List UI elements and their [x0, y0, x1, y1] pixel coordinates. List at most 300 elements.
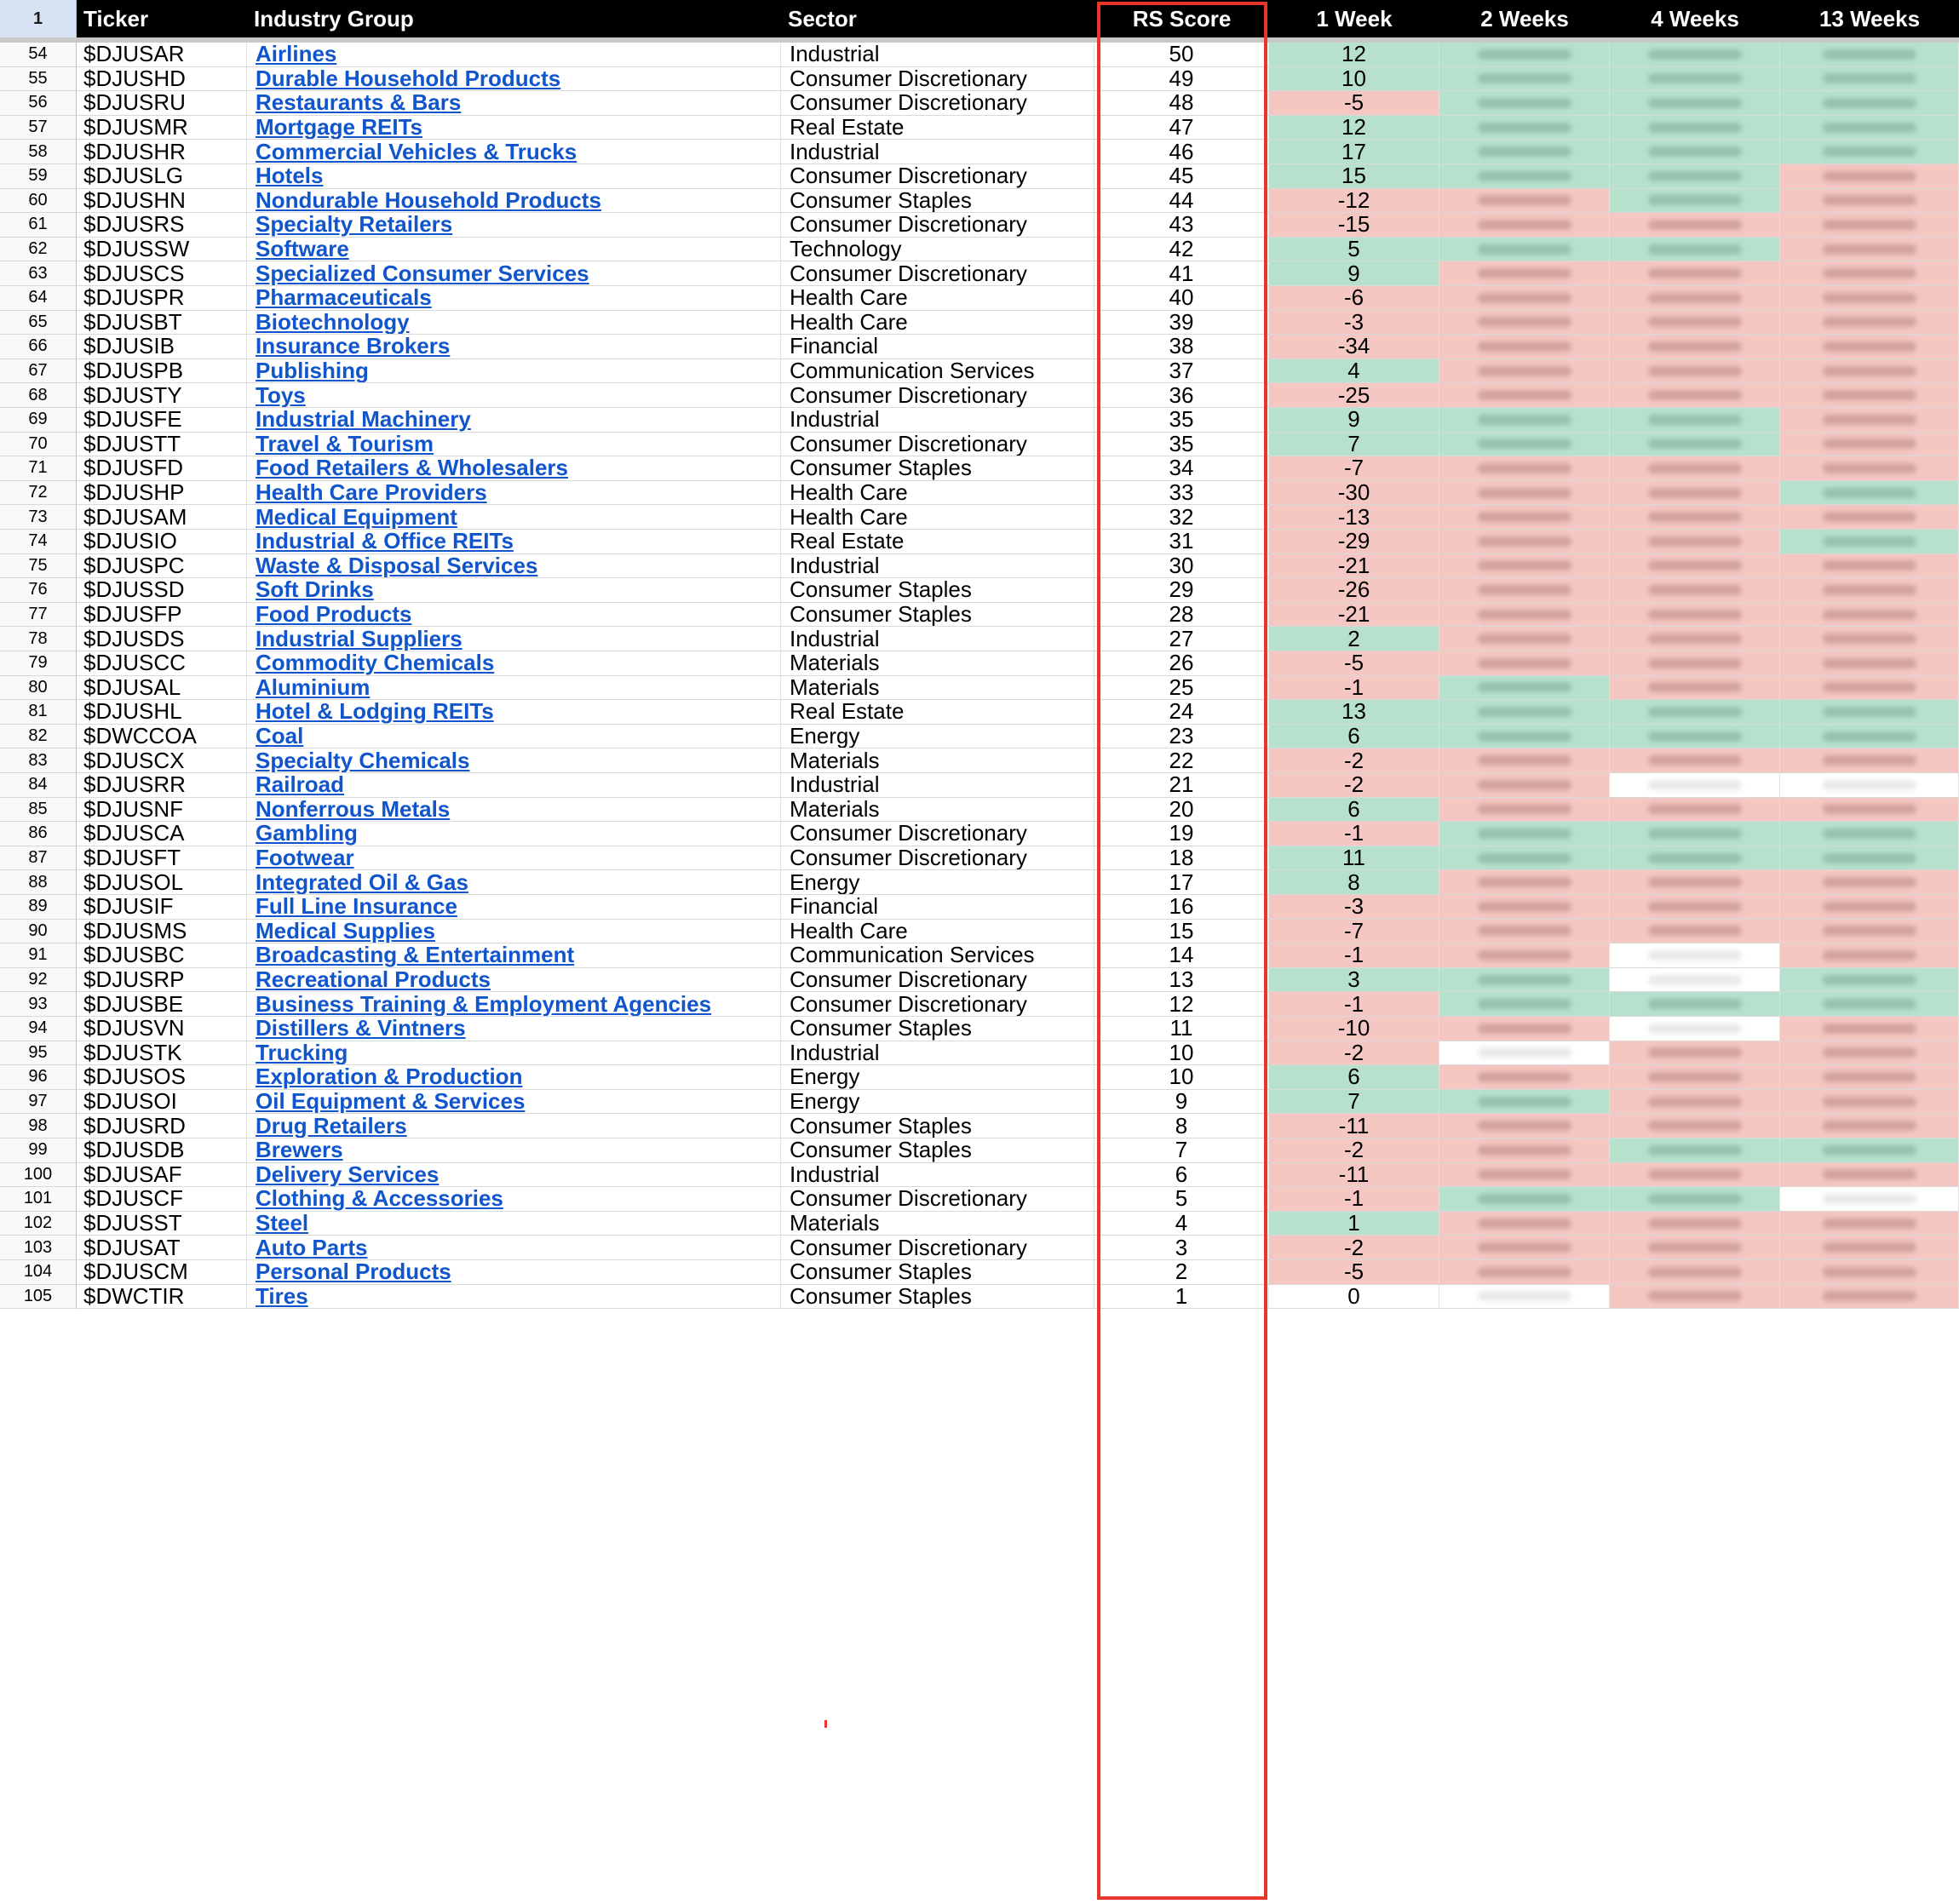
row-number[interactable]: 56: [0, 91, 77, 116]
sector-cell[interactable]: Energy: [781, 1065, 1094, 1090]
industry-group-link[interactable]: Integrated Oil & Gas: [256, 870, 468, 895]
sector-cell[interactable]: Industrial: [781, 1041, 1094, 1066]
week2-blurred-cell[interactable]: [1439, 870, 1610, 895]
week1-change-cell[interactable]: -3: [1269, 895, 1439, 920]
sector-cell[interactable]: Industrial: [781, 554, 1094, 579]
week1-change-cell[interactable]: 7: [1269, 1090, 1439, 1115]
week2-blurred-cell[interactable]: [1439, 311, 1610, 335]
row-number[interactable]: 102: [0, 1212, 77, 1236]
rs-score-cell[interactable]: 26: [1094, 651, 1269, 676]
rs-score-cell[interactable]: 8: [1094, 1114, 1269, 1138]
industry-group-link[interactable]: Commodity Chemicals: [256, 651, 495, 676]
week1-change-cell[interactable]: -5: [1269, 1260, 1439, 1285]
week1-change-cell[interactable]: 12: [1269, 116, 1439, 141]
row-number[interactable]: 74: [0, 530, 77, 554]
row-number[interactable]: 59: [0, 164, 77, 189]
ticker-cell[interactable]: $DJUSDS: [77, 627, 247, 651]
week1-change-cell[interactable]: 8: [1269, 870, 1439, 895]
week1-change-cell[interactable]: 6: [1269, 798, 1439, 823]
sector-cell[interactable]: Energy: [781, 725, 1094, 749]
industry-group-link[interactable]: Trucking: [256, 1041, 348, 1065]
ticker-cell[interactable]: $DJUSCS: [77, 261, 247, 286]
week2-blurred-cell[interactable]: [1439, 651, 1610, 676]
ticker-cell[interactable]: $DJUSOI: [77, 1090, 247, 1115]
row-number[interactable]: 68: [0, 383, 77, 408]
week2-blurred-cell[interactable]: [1439, 67, 1610, 92]
rs-score-cell[interactable]: 3: [1094, 1236, 1269, 1260]
rs-score-cell[interactable]: 36: [1094, 383, 1269, 408]
ticker-cell[interactable]: $DJUSAF: [77, 1163, 247, 1188]
week2-blurred-cell[interactable]: [1439, 383, 1610, 408]
week1-change-cell[interactable]: -1: [1269, 676, 1439, 701]
week4-blurred-cell[interactable]: [1610, 1260, 1780, 1285]
ticker-cell[interactable]: $DJUSFE: [77, 408, 247, 433]
week13-blurred-cell[interactable]: [1780, 725, 1959, 749]
week1-change-cell[interactable]: -11: [1269, 1114, 1439, 1138]
industry-group-link[interactable]: Tires: [256, 1284, 308, 1309]
industry-group-link[interactable]: Industrial Machinery: [256, 408, 471, 433]
week2-blurred-cell[interactable]: [1439, 992, 1610, 1017]
sector-cell[interactable]: Consumer Discretionary: [781, 1187, 1094, 1212]
industry-group-cell[interactable]: [247, 433, 781, 457]
ticker-cell[interactable]: $DJUSBT: [77, 311, 247, 335]
week2-blurred-cell[interactable]: [1439, 213, 1610, 238]
ticker-cell[interactable]: $DJUSSW: [77, 238, 247, 262]
industry-group-cell[interactable]: [247, 213, 781, 238]
industry-group-link[interactable]: Travel & Tourism: [256, 432, 434, 456]
week2-blurred-cell[interactable]: [1439, 725, 1610, 749]
week4-blurred-cell[interactable]: [1610, 676, 1780, 701]
industry-group-link[interactable]: Distillers & Vintners: [256, 1017, 466, 1041]
week13-blurred-cell[interactable]: [1780, 1163, 1959, 1188]
week1-change-cell[interactable]: -6: [1269, 286, 1439, 311]
week1-change-cell[interactable]: 4: [1269, 359, 1439, 384]
week4-blurred-cell[interactable]: [1610, 311, 1780, 335]
industry-group-link[interactable]: Health Care Providers: [256, 480, 487, 506]
industry-group-link[interactable]: Publishing: [256, 358, 369, 384]
week2-blurred-cell[interactable]: [1439, 433, 1610, 457]
week1-change-cell[interactable]: 3: [1269, 968, 1439, 993]
rs-score-cell[interactable]: 31: [1094, 530, 1269, 554]
rs-score-cell[interactable]: 5: [1094, 1187, 1269, 1212]
week4-blurred-cell[interactable]: [1610, 286, 1780, 311]
week4-blurred-cell[interactable]: [1610, 164, 1780, 189]
week4-blurred-cell[interactable]: [1610, 773, 1780, 798]
row-number[interactable]: 66: [0, 335, 77, 359]
ticker-cell[interactable]: $DJUSFD: [77, 456, 247, 481]
ticker-cell[interactable]: $DJUSNF: [77, 798, 247, 823]
week13-blurred-cell[interactable]: [1780, 335, 1959, 359]
ticker-cell[interactable]: $DWCCOA: [77, 725, 247, 749]
rs-score-cell[interactable]: 34: [1094, 456, 1269, 481]
week13-blurred-cell[interactable]: [1780, 456, 1959, 481]
week1-change-cell[interactable]: -11: [1269, 1163, 1439, 1188]
week4-blurred-cell[interactable]: [1610, 335, 1780, 359]
rs-score-cell[interactable]: 10: [1094, 1065, 1269, 1090]
row-number[interactable]: 85: [0, 798, 77, 823]
week2-blurred-cell[interactable]: [1439, 481, 1610, 506]
rs-score-cell[interactable]: 32: [1094, 505, 1269, 530]
industry-group-cell[interactable]: [247, 456, 781, 481]
ticker-cell[interactable]: $DJUSIB: [77, 335, 247, 359]
industry-group-cell[interactable]: [247, 408, 781, 433]
week1-change-cell[interactable]: -5: [1269, 91, 1439, 116]
row-number[interactable]: 83: [0, 748, 77, 773]
row-number[interactable]: 63: [0, 261, 77, 286]
industry-group-link[interactable]: Business Training & Employment Agencies: [256, 992, 712, 1017]
row-number[interactable]: 88: [0, 870, 77, 895]
week1-change-cell[interactable]: -13: [1269, 505, 1439, 530]
week4-blurred-cell[interactable]: [1610, 798, 1780, 823]
ticker-cell[interactable]: $DJUSRD: [77, 1114, 247, 1138]
row-number[interactable]: 55: [0, 67, 77, 92]
industry-group-cell[interactable]: [247, 676, 781, 701]
industry-group-link[interactable]: Full Line Insurance: [256, 895, 457, 920]
week1-change-cell[interactable]: -2: [1269, 1236, 1439, 1260]
row-number[interactable]: 97: [0, 1090, 77, 1115]
week1-change-cell[interactable]: -1: [1269, 943, 1439, 968]
week2-blurred-cell[interactable]: [1439, 116, 1610, 141]
week2-blurred-cell[interactable]: [1439, 1138, 1610, 1163]
rs-score-cell[interactable]: 14: [1094, 943, 1269, 968]
row-number[interactable]: 72: [0, 481, 77, 506]
week2-blurred-cell[interactable]: [1439, 1041, 1610, 1066]
rs-score-cell[interactable]: 27: [1094, 627, 1269, 651]
sector-cell[interactable]: Energy: [781, 870, 1094, 895]
rs-score-cell[interactable]: 50: [1094, 43, 1269, 67]
week13-blurred-cell[interactable]: [1780, 116, 1959, 141]
week1-change-cell[interactable]: -2: [1269, 1041, 1439, 1066]
ticker-cell[interactable]: $DJUSMR: [77, 116, 247, 141]
week4-blurred-cell[interactable]: [1610, 725, 1780, 749]
week13-blurred-cell[interactable]: [1780, 189, 1959, 214]
sector-cell[interactable]: Financial: [781, 335, 1094, 359]
week2-blurred-cell[interactable]: [1439, 846, 1610, 871]
sector-cell[interactable]: Energy: [781, 1090, 1094, 1115]
week4-blurred-cell[interactable]: [1610, 822, 1780, 846]
ticker-cell[interactable]: $DJUSRP: [77, 968, 247, 993]
industry-group-link[interactable]: Durable Household Products: [256, 66, 561, 91]
sector-cell[interactable]: Industrial: [781, 1163, 1094, 1188]
week4-blurred-cell[interactable]: [1610, 992, 1780, 1017]
ticker-cell[interactable]: $DJUSCA: [77, 822, 247, 846]
week13-blurred-cell[interactable]: [1780, 1236, 1959, 1260]
sector-cell[interactable]: Consumer Staples: [781, 603, 1094, 628]
week13-blurred-cell[interactable]: [1780, 530, 1959, 554]
industry-group-cell[interactable]: [247, 238, 781, 262]
row-number[interactable]: 65: [0, 311, 77, 335]
rs-score-cell[interactable]: 23: [1094, 725, 1269, 749]
week2-blurred-cell[interactable]: [1439, 603, 1610, 628]
week1-change-cell[interactable]: -26: [1269, 578, 1439, 603]
week2-blurred-cell[interactable]: [1439, 1065, 1610, 1090]
industry-group-header[interactable]: Industry Group: [254, 5, 414, 32]
sector-cell[interactable]: Consumer Staples: [781, 1260, 1094, 1285]
week1-change-cell[interactable]: -7: [1269, 456, 1439, 481]
sector-cell[interactable]: Consumer Staples: [781, 1114, 1094, 1138]
row-number[interactable]: 67: [0, 359, 77, 384]
week4-blurred-cell[interactable]: [1610, 530, 1780, 554]
industry-group-link[interactable]: Restaurants & Bars: [256, 91, 462, 116]
week2-blurred-cell[interactable]: [1439, 359, 1610, 384]
week13-blurred-cell[interactable]: [1780, 773, 1959, 798]
rs-score-cell[interactable]: 37: [1094, 359, 1269, 384]
rs-score-cell[interactable]: 16: [1094, 895, 1269, 920]
week1-change-cell[interactable]: 6: [1269, 725, 1439, 749]
industry-group-link[interactable]: Specialty Retailers: [256, 213, 453, 238]
row-number[interactable]: 105: [0, 1285, 77, 1310]
week13-blurred-cell[interactable]: [1780, 1260, 1959, 1285]
week1-change-cell[interactable]: 13: [1269, 700, 1439, 725]
week4-blurred-cell[interactable]: [1610, 1065, 1780, 1090]
rs-score-cell[interactable]: 39: [1094, 311, 1269, 335]
ticker-cell[interactable]: $DJUSCX: [77, 748, 247, 773]
row-number[interactable]: 82: [0, 725, 77, 749]
week13-blurred-cell[interactable]: [1780, 140, 1959, 164]
sector-cell[interactable]: Communication Services: [781, 359, 1094, 384]
week13-blurred-cell[interactable]: [1780, 846, 1959, 871]
week2-blurred-cell[interactable]: [1439, 505, 1610, 530]
row-number[interactable]: 86: [0, 822, 77, 846]
row-number[interactable]: 94: [0, 1017, 77, 1041]
rs-score-header[interactable]: RS Score: [1132, 5, 1232, 32]
week4-blurred-cell[interactable]: [1610, 554, 1780, 579]
row-number[interactable]: 104: [0, 1260, 77, 1285]
sector-cell[interactable]: Materials: [781, 651, 1094, 676]
week2-blurred-cell[interactable]: [1439, 1285, 1610, 1310]
week2-blurred-cell[interactable]: [1439, 943, 1610, 968]
industry-group-cell[interactable]: [247, 920, 781, 944]
industry-group-link[interactable]: Pharmaceuticals: [256, 286, 432, 311]
industry-group-link[interactable]: Clothing & Accessories: [256, 1187, 503, 1212]
rs-score-cell[interactable]: 6: [1094, 1163, 1269, 1188]
week13-blurred-cell[interactable]: [1780, 1017, 1959, 1041]
week4-blurred-cell[interactable]: [1610, 116, 1780, 141]
ticker-cell[interactable]: $DJUSVN: [77, 1017, 247, 1041]
industry-group-link[interactable]: Footwear: [256, 846, 354, 871]
industry-group-cell[interactable]: [247, 91, 781, 116]
industry-group-link[interactable]: Oil Equipment & Services: [256, 1089, 526, 1115]
week13-blurred-cell[interactable]: [1780, 578, 1959, 603]
ticker-cell[interactable]: $DJUSFT: [77, 846, 247, 871]
industry-group-cell[interactable]: [247, 140, 781, 164]
week1-change-cell[interactable]: -1: [1269, 1187, 1439, 1212]
week13-blurred-cell[interactable]: [1780, 603, 1959, 628]
week1-change-cell[interactable]: -2: [1269, 1138, 1439, 1163]
week4-blurred-cell[interactable]: [1610, 1285, 1780, 1310]
week4-blurred-cell[interactable]: [1610, 748, 1780, 773]
week2-header[interactable]: 2 Weeks: [1480, 5, 1569, 32]
industry-group-cell[interactable]: [247, 870, 781, 895]
week1-change-cell[interactable]: -25: [1269, 383, 1439, 408]
week4-blurred-cell[interactable]: [1610, 91, 1780, 116]
week2-blurred-cell[interactable]: [1439, 700, 1610, 725]
week1-change-cell[interactable]: 6: [1269, 1065, 1439, 1090]
industry-group-cell[interactable]: [247, 578, 781, 603]
industry-group-link[interactable]: Commercial Vehicles & Trucks: [256, 140, 577, 164]
ticker-cell[interactable]: $DJUSRS: [77, 213, 247, 238]
row-number[interactable]: 62: [0, 238, 77, 262]
week4-blurred-cell[interactable]: [1610, 1090, 1780, 1115]
week13-blurred-cell[interactable]: [1780, 408, 1959, 433]
week2-blurred-cell[interactable]: [1439, 408, 1610, 433]
ticker-cell[interactable]: $DJUSHL: [77, 700, 247, 725]
sector-cell[interactable]: Consumer Discretionary: [781, 261, 1094, 286]
industry-group-link[interactable]: Airlines: [256, 43, 337, 67]
week1-header[interactable]: 1 Week: [1316, 5, 1393, 32]
week1-change-cell[interactable]: -15: [1269, 213, 1439, 238]
ticker-header[interactable]: Ticker: [83, 5, 149, 32]
row-number[interactable]: 100: [0, 1163, 77, 1188]
week1-change-cell[interactable]: -3: [1269, 311, 1439, 335]
rs-score-cell[interactable]: 49: [1094, 67, 1269, 92]
sector-cell[interactable]: Industrial: [781, 43, 1094, 67]
week13-blurred-cell[interactable]: [1780, 1041, 1959, 1066]
ticker-cell[interactable]: $DJUSAM: [77, 505, 247, 530]
industry-group-cell[interactable]: [247, 1163, 781, 1188]
week1-change-cell[interactable]: -5: [1269, 651, 1439, 676]
ticker-cell[interactable]: $DJUSAL: [77, 676, 247, 701]
week4-blurred-cell[interactable]: [1610, 456, 1780, 481]
industry-group-link[interactable]: Hotels: [256, 164, 324, 189]
week1-change-cell[interactable]: -10: [1269, 1017, 1439, 1041]
week2-blurred-cell[interactable]: [1439, 968, 1610, 993]
week13-header[interactable]: 13 Weeks: [1818, 5, 1921, 32]
week4-blurred-cell[interactable]: [1610, 67, 1780, 92]
week1-change-cell[interactable]: -30: [1269, 481, 1439, 506]
industry-group-link[interactable]: Soft Drinks: [256, 578, 374, 603]
ticker-cell[interactable]: $DJUSCF: [77, 1187, 247, 1212]
week2-blurred-cell[interactable]: [1439, 554, 1610, 579]
week1-change-cell[interactable]: 1: [1269, 1212, 1439, 1236]
rs-score-cell[interactable]: 12: [1094, 992, 1269, 1017]
rs-score-cell[interactable]: 46: [1094, 140, 1269, 164]
row-number[interactable]: 92: [0, 968, 77, 993]
week2-blurred-cell[interactable]: [1439, 238, 1610, 262]
week1-change-cell[interactable]: 5: [1269, 238, 1439, 262]
week4-blurred-cell[interactable]: [1610, 1017, 1780, 1041]
week2-blurred-cell[interactable]: [1439, 189, 1610, 214]
sector-cell[interactable]: Health Care: [781, 286, 1094, 311]
industry-group-cell[interactable]: [247, 505, 781, 530]
week4-blurred-cell[interactable]: [1610, 1236, 1780, 1260]
week1-change-cell[interactable]: -1: [1269, 992, 1439, 1017]
rs-score-cell[interactable]: 17: [1094, 870, 1269, 895]
week4-blurred-cell[interactable]: [1610, 43, 1780, 67]
row-number[interactable]: 103: [0, 1236, 77, 1260]
rs-score-cell[interactable]: 35: [1094, 433, 1269, 457]
rs-score-cell[interactable]: 43: [1094, 213, 1269, 238]
week4-blurred-cell[interactable]: [1610, 1041, 1780, 1066]
week4-blurred-cell[interactable]: [1610, 189, 1780, 214]
week2-blurred-cell[interactable]: [1439, 530, 1610, 554]
sector-cell[interactable]: Consumer Discretionary: [781, 992, 1094, 1017]
industry-group-cell[interactable]: [247, 846, 781, 871]
week2-blurred-cell[interactable]: [1439, 1017, 1610, 1041]
ticker-cell[interactable]: $DJUSHN: [77, 189, 247, 214]
week1-change-cell[interactable]: -7: [1269, 920, 1439, 944]
sector-cell[interactable]: Health Care: [781, 505, 1094, 530]
industry-group-cell[interactable]: [247, 530, 781, 554]
rs-score-cell[interactable]: 29: [1094, 578, 1269, 603]
week1-change-cell[interactable]: 10: [1269, 67, 1439, 92]
sector-cell[interactable]: Materials: [781, 798, 1094, 823]
industry-group-link[interactable]: Drug Retailers: [256, 1114, 407, 1138]
ticker-cell[interactable]: $DJUSLG: [77, 164, 247, 189]
week2-blurred-cell[interactable]: [1439, 43, 1610, 67]
industry-group-link[interactable]: Recreational Products: [256, 967, 491, 993]
industry-group-cell[interactable]: [247, 43, 781, 67]
rs-score-cell[interactable]: 20: [1094, 798, 1269, 823]
industry-group-cell[interactable]: [247, 359, 781, 384]
industry-group-cell[interactable]: [247, 992, 781, 1017]
week4-blurred-cell[interactable]: [1610, 943, 1780, 968]
week13-blurred-cell[interactable]: [1780, 383, 1959, 408]
rs-score-cell[interactable]: 15: [1094, 920, 1269, 944]
industry-group-cell[interactable]: [247, 773, 781, 798]
week13-blurred-cell[interactable]: [1780, 164, 1959, 189]
industry-group-cell[interactable]: [247, 1236, 781, 1260]
rs-score-cell[interactable]: 38: [1094, 335, 1269, 359]
row-number[interactable]: 76: [0, 578, 77, 603]
rs-score-cell[interactable]: 47: [1094, 116, 1269, 141]
rs-score-cell[interactable]: 21: [1094, 773, 1269, 798]
rs-score-cell[interactable]: 30: [1094, 554, 1269, 579]
ticker-cell[interactable]: $DJUSTT: [77, 433, 247, 457]
row-number[interactable]: 84: [0, 773, 77, 798]
sector-cell[interactable]: Health Care: [781, 920, 1094, 944]
rs-score-cell[interactable]: 18: [1094, 846, 1269, 871]
ticker-cell[interactable]: $DJUSCM: [77, 1260, 247, 1285]
industry-group-cell[interactable]: [247, 943, 781, 968]
week1-change-cell[interactable]: 17: [1269, 140, 1439, 164]
ticker-cell[interactable]: $DJUSHR: [77, 140, 247, 164]
week2-blurred-cell[interactable]: [1439, 895, 1610, 920]
industry-group-cell[interactable]: [247, 1285, 781, 1310]
week4-blurred-cell[interactable]: [1610, 359, 1780, 384]
row-number[interactable]: 77: [0, 603, 77, 628]
week4-blurred-cell[interactable]: [1610, 481, 1780, 506]
week2-blurred-cell[interactable]: [1439, 140, 1610, 164]
sector-cell[interactable]: Consumer Staples: [781, 578, 1094, 603]
sector-cell[interactable]: Materials: [781, 676, 1094, 701]
industry-group-cell[interactable]: [247, 67, 781, 92]
ticker-cell[interactable]: $DJUSTK: [77, 1041, 247, 1066]
ticker-cell[interactable]: $DJUSHD: [77, 67, 247, 92]
week2-blurred-cell[interactable]: [1439, 676, 1610, 701]
industry-group-link[interactable]: Mortgage REITs: [256, 115, 422, 141]
row-number[interactable]: 80: [0, 676, 77, 701]
sector-cell[interactable]: Real Estate: [781, 116, 1094, 141]
industry-group-link[interactable]: Auto Parts: [256, 1236, 368, 1260]
industry-group-cell[interactable]: [247, 1090, 781, 1115]
row-number[interactable]: 58: [0, 140, 77, 164]
industry-group-link[interactable]: Medical Equipment: [256, 505, 457, 530]
week4-blurred-cell[interactable]: [1610, 1163, 1780, 1188]
ticker-cell[interactable]: $DJUSIF: [77, 895, 247, 920]
week4-blurred-cell[interactable]: [1610, 1212, 1780, 1236]
industry-group-cell[interactable]: [247, 1138, 781, 1163]
sector-cell[interactable]: Consumer Discretionary: [781, 846, 1094, 871]
week1-change-cell[interactable]: -29: [1269, 530, 1439, 554]
industry-group-cell[interactable]: [247, 189, 781, 214]
week4-blurred-cell[interactable]: [1610, 140, 1780, 164]
week1-change-cell[interactable]: -12: [1269, 189, 1439, 214]
row-number[interactable]: 78: [0, 627, 77, 651]
row-number[interactable]: 60: [0, 189, 77, 214]
ticker-cell[interactable]: $DJUSBE: [77, 992, 247, 1017]
week13-blurred-cell[interactable]: [1780, 748, 1959, 773]
